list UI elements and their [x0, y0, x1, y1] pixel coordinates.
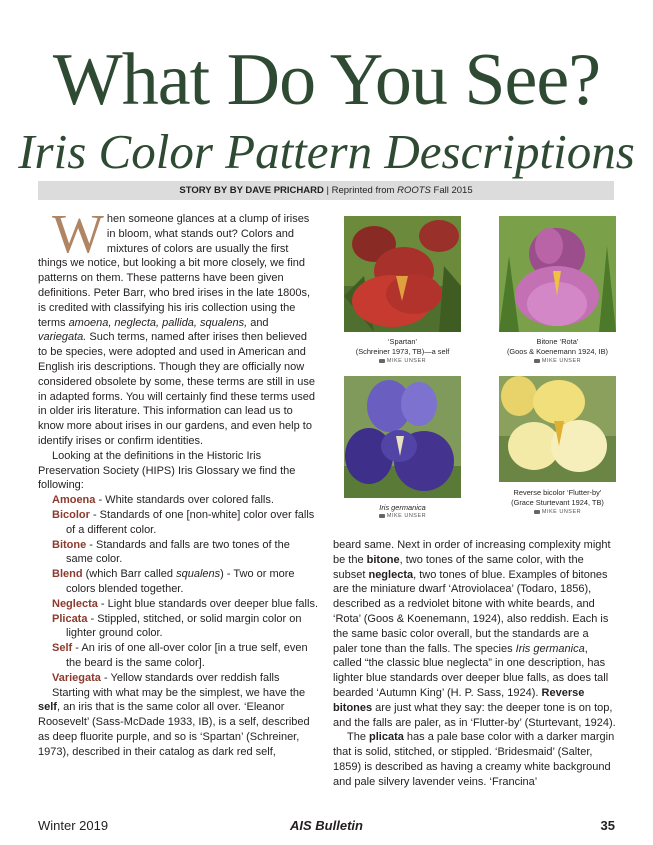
credit-flutter-by: MIKE UNSER	[495, 509, 620, 516]
photo-rota-iris	[499, 216, 616, 332]
drop-cap: W	[52, 203, 104, 264]
plicata-paragraph: The plicata has a pale base color with a darker margin that is solid, stitched, or stippled. ‘Bridesmaid’ (Salter, 1859) is described as having a creamy white background and pale silvery lavender veins. ‘Francina’	[333, 731, 615, 788]
glossary-item-bitone: Bitone - Standards and falls are two tones of the same color.	[52, 538, 290, 566]
caption-spartan: ‘Spartan’ (Schreiner 1973, TB)—a self	[355, 337, 450, 356]
glossary-list	[38, 493, 318, 685]
caption-rota: Bitone ‘Rota’ (Goos & Koenemann 1924, IB)	[506, 337, 609, 356]
page-subtitle: Iris Color Pattern Descriptions	[18, 124, 635, 179]
glossary-item-amoena: Amoena - White standards over colored falls.	[52, 494, 274, 507]
article-column-right	[333, 538, 616, 790]
camera-icon	[534, 359, 540, 363]
glossary-item-variegata: Variegata - Yellow standards over reddish falls	[52, 671, 280, 684]
glossary-item-self: Self - An iris of one all-over color [in a true self, even the beard is the same color].	[52, 642, 308, 669]
byline	[38, 181, 614, 200]
intro-paragraph: When someone glances at a clump of irises in bloom, what stands out? Colors and mixtures of colors are usually the first things we notice, but looking a bit more closely, we find patterns on them. These patterns have been given definitions. Peter Barr, who bred irises in the late 1800s, is credited with classifying his iris collection using the terms amoena, neglecta, pallida, squalens, and variegata. Such terms, named after irises then believed to be species, were adopted and used in American and English iris descriptions. Though they are officially now considered obsolete by some, these terms are still in use in adapted forms. You will certainly find these terms used in older iris literature. This information can lead us to know more about irises in our gardens, and even help to identify irises or confirm identities.	[38, 203, 315, 447]
byline-story: STORY BY BY DAVE PRICHARD	[179, 185, 324, 196]
article-column-left	[38, 203, 318, 759]
caption-germanica: Iris germanica	[379, 503, 426, 512]
byline-source: ROOTS	[397, 185, 431, 196]
camera-icon	[379, 359, 385, 363]
footer-publication: AIS Bulletin	[290, 818, 363, 833]
glossary-item-blend: Blend (which Barr called squalens) - Two or more colors blended together.	[52, 568, 295, 595]
caption-flutter-by: Reverse bicolor ‘Flutter-by’ (Grace Sturtevant 1924, TB)	[511, 488, 604, 507]
bitone-paragraph: beard same. Next in order of increasing complexity might be the bitone, two tones of the same color, with the subset neglecta, two tones of blue. Examples of bitones are the miniature dwarf ‘Atroviolacea’ (Todaro, 1856), described as a redviolet bitone with white beards, and ‘Rota’ (Goos & Koenemann, 1924), also reddish. Each is the same basic color overall, but the standards are a paler tone than the falls. The species Iris germanica, called “the classic blue neglecta” in one description, has lighter blue standards over deeper blue falls, as does tall bearded ‘Autumn King’ (H. P. Sass, 1924). Reverse bitones are just what they say: the deeper tone is on top, and the falls are paler, as in ‘Flutter-by’ (Sturtevant, 1924).	[333, 539, 616, 729]
credit-rota: MIKE UNSER	[495, 358, 620, 365]
photo-germanica-iris	[344, 376, 461, 498]
byline-issue: Fall 2015	[433, 185, 473, 196]
glossary-intro-paragraph: Looking at the definitions in the Historic Iris Preservation Society (HIPS) Iris Glossary we find the following:	[38, 449, 296, 492]
credit-spartan: MIKE UNSER	[340, 358, 465, 365]
camera-icon	[534, 510, 540, 514]
byline-reprint: Reprinted from	[331, 185, 395, 196]
photo-flutter-by-iris	[499, 376, 616, 482]
byline-separator: |	[326, 185, 329, 196]
glossary-item-neglecta: Neglecta - Light blue standards over deeper blue falls.	[52, 597, 318, 610]
camera-icon	[379, 514, 385, 518]
glossary-item-plicata: Plicata - Stippled, stitched, or solid margin color on lighter ground color.	[52, 612, 302, 640]
glossary-item-bicolor: Bicolor - Standards of one [non-white] color over falls of a different color.	[52, 508, 315, 536]
footer-page-number: 35	[600, 818, 615, 833]
footer-issue: Winter 2019	[38, 818, 109, 833]
credit-germanica: MIKE UNSER	[340, 513, 465, 520]
page-title: What Do You See?	[52, 39, 601, 121]
photo-spartan-iris	[344, 216, 461, 332]
self-paragraph: Starting with what may be the simplest, we have the self, an iris that is the same color all over. ‘Eleanor Roosevelt’ (Sass-McDade 1933, IB), is a self, described as deep fluorite purple, and so is ‘Spartan’ (Schreiner, 1973), described in their catalog as dark red self,	[38, 686, 310, 758]
